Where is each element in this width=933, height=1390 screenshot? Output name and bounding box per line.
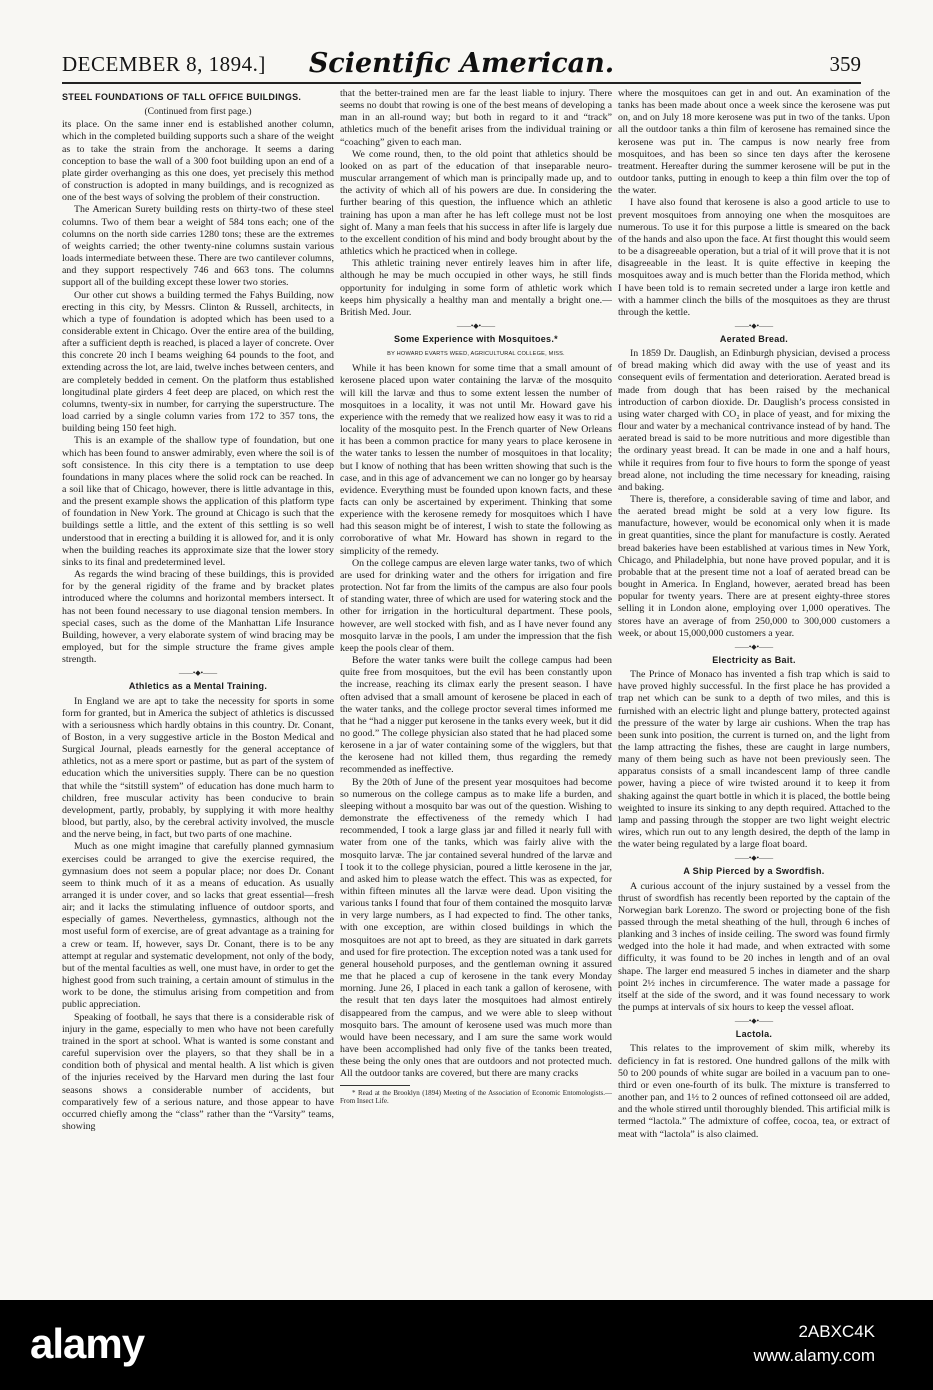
masthead-rule [62, 82, 861, 84]
paragraph: Speaking of football, he says that there is a considerable risk of injury in the game, especially to men who have not been carefully trained in the sport at school. What is wanted is some constant and careful supervision over the players, so that they shall be in a condition both of physical and mental health. A list which is given of the injuries received by the Harvard men during the last four seasons shows a considerable number of accidents, but comparatively few of a serious nature, and those appear to have occurred chiefly among the “class” rather than the “Varsity” teams, showing [62, 1011, 334, 1132]
paragraph: where the mosquitoes can get in and out. An examination of the tanks has been made about once a week since the kerosene was put on, and on July 18 more kerosene was put in two of the tanks. Upon all the outdoor tanks a thin film of kerosene has remained since the kerosene was put in. The campus is now nearly free from mosquitoes, and has been so since ten days after the kerosene treatment. Hereafter during the summer kerosene will be put in the outdoor tanks, putting in enough to keep a thin film over the top of the water. [618, 88, 890, 197]
paragraph: its place. On the same inner end is established another column, which in the completed building supports such a share of the weight as to take the strain from the anchorage. It seems a daring conception to base the wall of a 300 foot building upon an end of a plate girder overhanging as this one does, yet precisely this method of construction is adopted in many buildings, and is recognized as one of the best ways of solving the problem of their construction. [62, 119, 334, 204]
publication-title: Scientific American. [308, 48, 615, 79]
issue-date: DECEMBER 8, 1894.] [62, 52, 266, 76]
paragraph: Much as one might imagine that carefully planned gymnasium exercises could be arranged to give the exercise required, the gymnasium does not seem a popular place; nor does Dr. Conant seem to think much of it as a means of education. As usually arranged it is under cover, and so lacks that great essential—fresh air; and it lacks the stimulating influence of outdoor sports, and especially of games. Nevertheless, gymnastics, although not the most useful form of exercise, are of great advantage as a training for a crew or team. If, however, says Dr. Conant, there is to be any attempt at regular and systematic development, not only of the body, but of the mental faculties as well, one must have, in order to get the highest good from such training, a certain amount of stimulus in the work to be done, the stimulus arising from competition and from public appreciation. [62, 841, 334, 1011]
footnote: * Read at the Brooklyn (1894) Meeting of the Association of Economic Entomologists.—From Insect Life. [340, 1088, 612, 1105]
masthead [62, 48, 861, 82]
page-number: 359 [829, 52, 861, 76]
paragraph: As regards the wind bracing of these buildings, this is provided for by the general rigidity of the frame and by bracket plates introduced where the columns and horizontal members intersect. It has not been found necessary to use diagonal tension members. In special cases, such as the dome of the Manhattan Life Insurance Building, however, a very elaborate system of wind bracing may be employed, but for the simple structure the frame gives ample strength. [62, 569, 334, 666]
section-ornament: ——•◆•—— [734, 1017, 774, 1026]
paragraph: This relates to the improvement of skim milk, whereby its deficiency in fat is restored. One hundred gallons of the milk with 50 to 200 pounds of white sugar are boiled in a vacuum pan to one-third or even one-fourth of its bulk. The mixture is transferred to another pan, and 1½ to 2 ounces of refined cottonseed oil are added, and the whole stirred until thoroughly blended. This artificial milk is termed “lactola.” The admixture of coffee, cocoa, tea, or extract of meat with “lactola” is also claimed. [618, 1043, 890, 1140]
paragraph: The American Surety building rests on thirty-two of these steel columns. Two of them bear a weight of 584 tons each; one of the columns on the north side carries 1280 tons; these are the extremes of weights carried; the other twenty-nine columns sustain various loads intermediate between these. There are two cantilever columns, and they support respectively 746 and 663 tons. The columns support all of the building except these lower two stories. [62, 204, 334, 289]
article-title-aerated-bread: Aerated Bread. [719, 333, 789, 344]
image-id [753, 1320, 875, 1368]
paragraph: In England we are apt to take the necessity for sports in some form for granted, but in America the subject of athletics is discussed with a seriousness which hardly obtains in this country. Dr. Conant, of Boston, in a very suggestive article in the Boston Medical and Surgical Journal, pleads earnestly for the general acceptance of athletics, not as a mere sport or pastime, but as part of the system of education which the universities supply. There can be no question that while the “sitstill system” of education has done much harm to children, free muscular activity has been conducive to brain development, partly, probably, by supplying it with more healthy blood, but partly, also, by the cerebral activity involved, the muscle and the nerve being, in fact, but two parts of one machine. [62, 695, 334, 841]
paragraph: The Prince of Monaco has invented a fish trap which is said to have proved highly successful. In the first place he has provided a trap net which can be sunk to a depth of two miles, and this is furnished with an electric light and plunge battery, protected against the pressure of the water by large air cushions. When the trap has been sunk into position, the current is turned on, and the light from the lamp attracting the fishes, these are caught in large numbers, many of them being such as have not been previously seen. The apparatus consists of a small incandescent lamp of three candle power, having a piece of wire twisted around it to keep it from shaking against the quart bottle in which it is placed, the bottle being weighted to insure its sinking to any depth required. Attached to the lamp and passing through the stopper are two light weight electric wires, which run out to any length desired, the depth of the lamp in the water being regulated by a large float board. [618, 669, 890, 851]
column-2 [340, 88, 612, 1268]
article-title-swordfish: A Ship Pierced by a Swordfish. [683, 866, 825, 877]
paragraph: This athletic training never entirely leaves him in after life, although he may be much occupied in other ways, he still finds opportunity for indulging in some form of athletic work which keeps him physically a healthy man and mentally a bright one.—British Med. Jour. [340, 258, 612, 318]
alamy-logo: alamy [30, 1320, 145, 1367]
paragraph: I have also found that kerosene is also a good article to use to prevent mosquitoes from annoying one when the mosquitoes are numerous. To use it for this purpose a little is smeared on the back of the hands and also upon the face. At first thought this would seem to be a disagreeable operation, but a trial of it will prove that it is not disagreeable in the least. It is quite effective in keeping the mosquitoes away and is much better than the Florida method, which I have been told is to remain secreted under a large iron kettle and with a hammer clinch the bills of the mosquitoes as they are thrust through the kettle. [618, 197, 890, 318]
article-title-mosquitoes: Some Experience with Mosquitoes.* [394, 333, 558, 344]
stock-watermark-bar [0, 1300, 933, 1390]
column-1 [62, 88, 334, 1268]
footnote-rule [340, 1085, 410, 1086]
section-ornament: ——•◆•—— [178, 669, 218, 678]
paragraph: We come round, then, to the old point that athletics should be looked on as part of the education of that inseparable neuro-muscular arrangement of which man is principally made up, and to the activity of which all of his powers are due. In considering the further bearing of this question, the influence which an athletic training has upon a man after he has left college must not be lost sight of. Many a man feels that his success in after life is largely due to the excellent condition of his mind and body brought about by the athletics which he practiced when in college. [340, 148, 612, 258]
paragraph: A curious account of the injury sustained by a vessel from the thrust of swordfish has recently been reported by the captain of the Norwegian bark Lorenzo. The sword or projecting bone of the fish passed through the metal sheathing of the hull, through 6 inches of planking and 3 inches of inside ceiling. The sword was found firmly wedged into the hole it had made, and when extracted with some difficulty, it was found to be 20 inches in length and of an oval shape. The larger end measured 5 inches in diameter and the sharp point 2½ inches in circumference. The water made a passage for itself at the side of the sword, and it was found necessary to work the pumps at intervals of six hours to keep the vessel afloat. [618, 880, 890, 1014]
paragraph: Before the water tanks were built the college campus had been quite free from mosquitoes, but the evil has been constantly upon the increase, reaching its climax early the present season. I have often advised that a small amount of kerosene be placed in each of the water tanks, and the college proctor several times informed me that he “had a nigger put kerosene in the tanks every week, but it did no good.” The college physician also stated that he had placed some kerosene in a jar of water containing some of the wigglers, but that the kerosene had not killed them, thus regarding the remedy recommended as ineffective. [340, 655, 612, 776]
continued-note: (Continued from first page.) [144, 107, 252, 118]
article-title-athletics: Athletics as a Mental Training. [128, 681, 268, 692]
paragraph: This is an example of the shallow type of foundation, but one which has been found to answer admirably, even where the soil is of soft consistence. In this city there is a temptation to use deep foundations in many places where the solid rock can be reached. In a soil like that of Chicago, however, there is little advantage in this, and the present example shows the application of this platform type of foundation in New York. The ground at Chicago is such that the buildings settle a little, and the extent of this settling is so well understood that in erecting a building it is allowed for, and it is only when the building reaches its approximate size that the lower story sinks to its final and predetermined level. [62, 435, 334, 568]
paragraph: that the better-trained men are far the least liable to injury. There seems no doubt that rowing is one of the best means of developing a man in an all-round way; but both in regard to it and “track” athletics much of the benefit arises from the individual training or “coaching” given to each man. [340, 88, 612, 148]
article-byline: BY HOWARD EVARTS WEED, AGRICULTURAL COLLEGE, MISS. [387, 351, 565, 358]
section-ornament: ——•◆•—— [734, 854, 774, 863]
paragraph: On the college campus are eleven large water tanks, two of which are used for drinking water and the others for irrigation and fire protection. Not far from the limits of the campus are also four pools of standing water, three of which are used for watering stock and the other for irrigation in the horticultural department. These pools, however, are well stocked with fish, and as I have never found any mosquito larvæ in the pools, I am under the impression that the fish keep the pools clear of them. [340, 557, 612, 654]
paragraph: Our other cut shows a building termed the Fahys Building, now erecting in this city, by Messrs. Clinton & Russell, architects, in which a type of foundation is adopted which has been used to a considerable extent in Chicago. Over the entire area of the building, after a sufficient depth is reached, is placed a layer of concrete. Over this concrete 20 inch I beams weighing 64 pounds to the foot, and extending across the lot, are laid, twelve inches between centers, and are completely bedded in cement. On the platform thus established longitudinal plate girders 4 feet deep are placed, on which rest the columns, twenty-six in number, for carrying the superstructure. The load carried by a single column varies from 172 to 357 tons, the building being 150 feet high. [62, 289, 334, 435]
section-ornament: ——•◆•—— [734, 321, 774, 330]
paragraph: There is, therefore, a considerable saving of time and labor, and the aerated bread might be sold at a very low figure. Its manufacture, however, would be economical only when it is made in great quantities, since the plant for manufacture is costly. Aerated bread bakeries have been established at various times in New York, Chicago, and Philadelphia, but none have proved popular, and it is probable that at the present time not a loaf of aerated bread can be bought in America. In England, however, aerated bread has been popular for twenty years. There are at present eighty-three stores selling it in London alone, employing over 1,000 operatives. The stores have an average of from 250,000 to 300,000 customers a week, or about 15,000,000 customers a year. [618, 494, 890, 639]
article-title-steel-foundations: STEEL FOUNDATIONS OF TALL OFFICE BUILDINGS. [62, 92, 302, 102]
article-title-lactola: Lactola. [735, 1029, 773, 1040]
paragraph: While it has been known for some time that a small amount of kerosene placed upon water containing the larvæ of the mosquito will kill the larvæ and thus to some extent lessen the number of mosquitoes in a locality, it was not until Mr. Howard gave his experience with the remedy that we realized how easy it was to rid a locality of the mosquito pest. In the French quarter of New Orleans it has been a common practice for many years to place kerosene in the water tanks to lessen the number of mosquitoes in that locality; but I know of nothing that has been written showing that such is the case, and in this age of advancement we can no longer go by hearsay evidence. Everything must be founded upon known facts, and these facts can only be ascertained by experiment. Thinking that some experience with the kerosene remedy for mosquitoes which I have had this season might be of interest, I wish to state the following as corroborative of what Mr. Howard has shown in regard to the simplicity of the remedy. [340, 363, 612, 557]
stock-site-url: www.alamy.com [753, 1346, 875, 1365]
article-title-electricity: Electricity as Bait. [712, 654, 796, 665]
paragraph: By the 20th of June of the present year mosquitoes had become so numerous on the college campus as to make life a burden, and sleeping without a mosquito bar was out of the question. Wishing to demonstrate the effectiveness of the remedy which I had recommended, I took a large glass jar and filled it nearly full with water from one of the tanks, which was fairly alive with the mosquito larvæ. The jar contained several hundred of the larvæ and I took it to the college physician, poured a little kerosene in the jar, and asked him to please watch the effect. This was as expected, for within fifteen minutes all the larvæ were dead. Upon visiting the various tanks I found that four of them contained the mosquito larvæ in very large numbers, as I had expected to find. The other tanks, with one exception, are within closed buildings in which the mosquitoes are not apt to breed, as they are situated in dark garrets and used for fire protection. The exception noted was a tank used for general household purposes, and the gentleman owning it assured me that he placed a cup of kerosene in the tank every Monday morning. June 26, I placed in each tank a gallon of kerosene, with the result that ten days later the mosquitoes had almost entirely disappeared from the campus, and we were able to sleep without mosquito bars. The amount of kerosene used was much more than would have been necessary, and I am sure the same work would have been accomplished had only five of the tanks been treated, these being the only ones that are outdoors and not protected much. All the outdoor tanks are covered, but there are many cracks [340, 776, 612, 1080]
section-ornament: ——•◆•—— [456, 321, 496, 330]
section-ornament: ——•◆•—— [734, 642, 774, 651]
column-3 [618, 88, 890, 1268]
paragraph: In 1859 Dr. Dauglish, an Edinburgh physician, devised a process of bread making which did away with the use of yeast and its consequent evils of fermentation and deterioration. Aerated bread is made from dough that has been raised by the mechanical introduction of carbon dioxide. Dr. Dauglish’s process consisted in using water charged with CO₂ in place of yeast, and for mixing the flour and water by a mechanical contrivance instead of by hand. The aerated bread is said to be more nutritious and more digestible than the ordinary yeast bread. It can be made in one and a half hours, while it requires from four to five hours to form the sponge of yeast bread alone, not including the time necessary for kneading, raising and baking. [618, 348, 890, 493]
image-code: 2ABXC4K [798, 1322, 875, 1341]
